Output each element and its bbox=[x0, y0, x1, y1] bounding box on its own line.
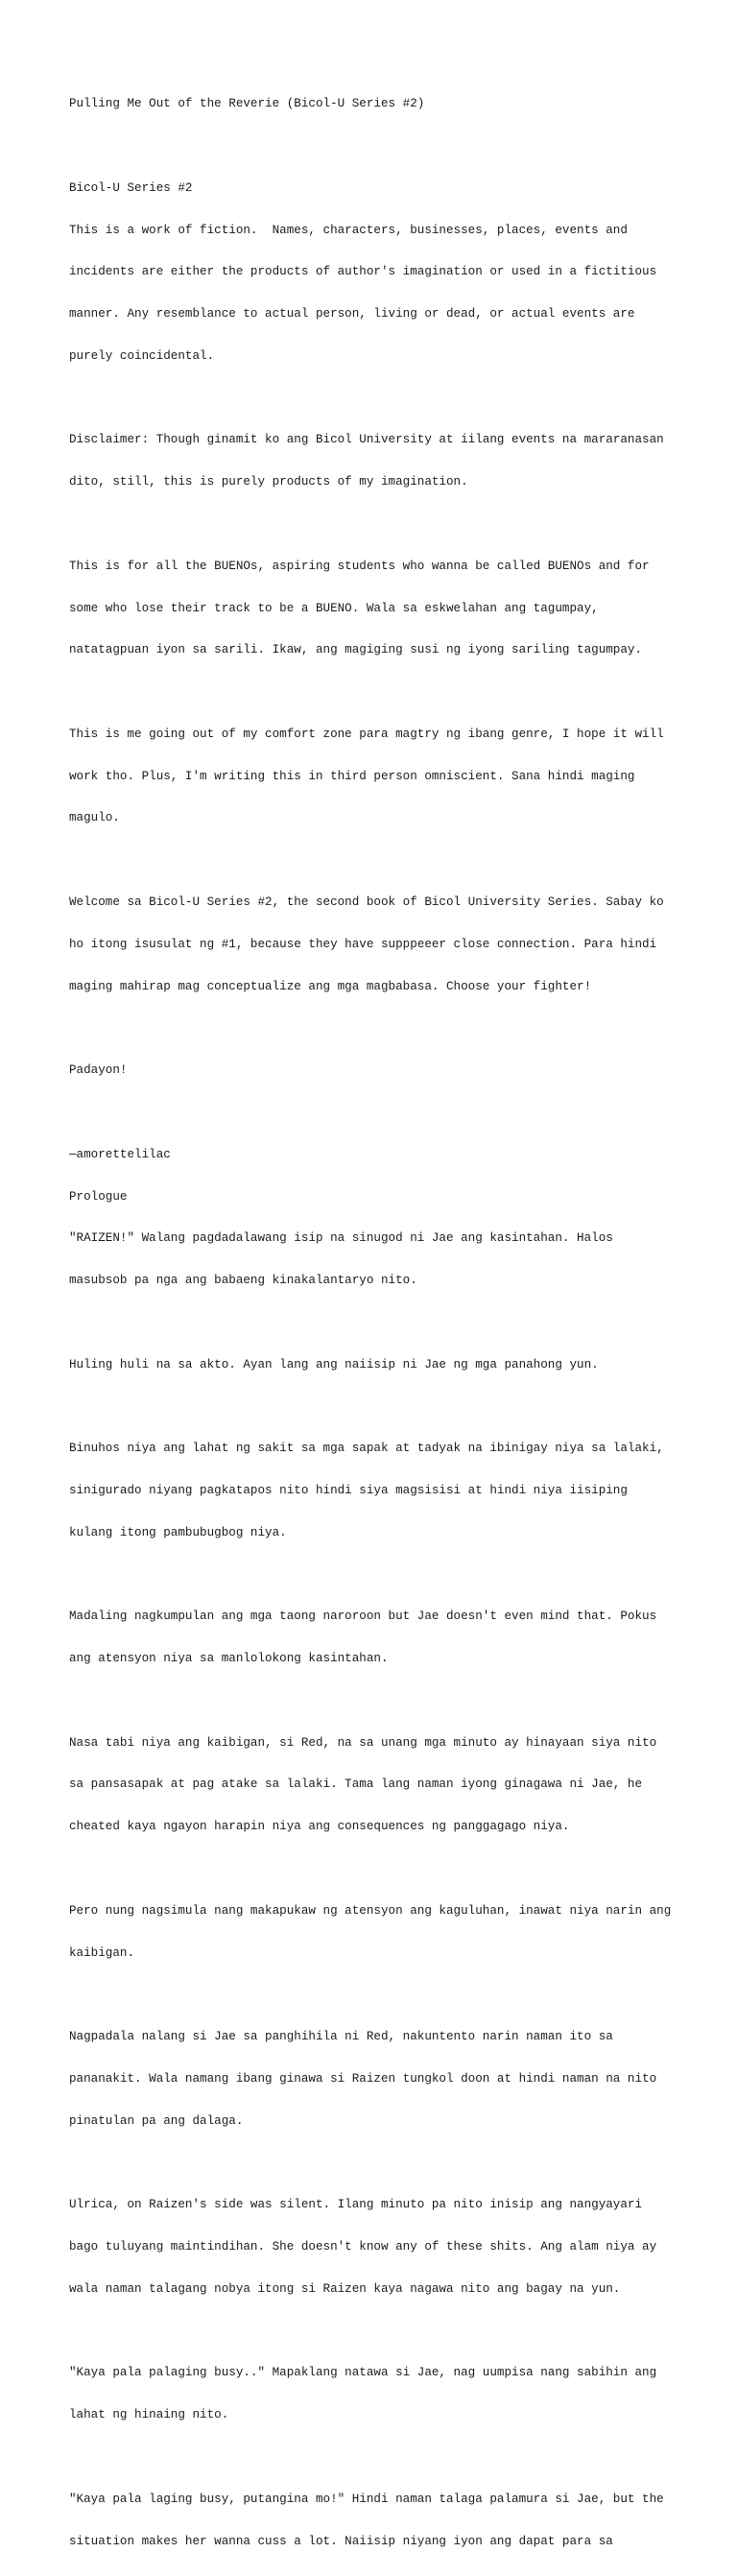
text-line: magulo. bbox=[69, 811, 120, 825]
story-paragraph bbox=[69, 1582, 679, 1694]
text-line: Madaling nagkumpulan ang mga taong naroroon but Jae doesn't even mind that. Pokus bbox=[69, 1610, 657, 1624]
story-paragraph bbox=[69, 1329, 679, 1399]
story-paragraph bbox=[69, 2338, 679, 2450]
story-paragraph bbox=[69, 1707, 679, 1862]
story-paragraph bbox=[69, 1876, 679, 1989]
text-line: Huling huli na sa akto. Ayan lang ang naiisip ni Jae ng mga panahong yun. bbox=[69, 1357, 599, 1371]
comfort-zone-paragraph bbox=[69, 700, 679, 854]
text-line: Nagpadala nalang si Jae sa panghihila ni Red, nakuntento narin naman ito sa bbox=[69, 2030, 613, 2044]
story-paragraph bbox=[69, 2465, 679, 2576]
story-paragraph bbox=[69, 2002, 679, 2157]
series-note-paragraph bbox=[69, 154, 679, 392]
story-paragraph bbox=[69, 2170, 679, 2325]
text-line: kaibigan. bbox=[69, 1945, 135, 1960]
welcome-paragraph bbox=[69, 868, 679, 1022]
text-line: This is a work of fiction. Names, characters, businesses, places, events and bbox=[69, 223, 628, 237]
padayon-paragraph bbox=[69, 1036, 679, 1106]
text-line: maging mahirap mag conceptualize ang mga magbabasa. Choose your fighter! bbox=[69, 979, 592, 993]
text-line: pananakit. Wala namang ibang ginawa si Raizen tungkol doon at hindi naman na nito bbox=[69, 2071, 657, 2086]
prologue-heading: Prologue bbox=[69, 1189, 128, 1204]
text-line: This is for all the BUENOs, aspiring students who wanna be called BUENOs and for bbox=[69, 559, 650, 573]
text-line: kulang itong pambubugbog niya. bbox=[69, 1525, 287, 1539]
text-line: sa pansasapak at pag atake sa lalaki. Tama lang naman iyong ginagawa ni Jae, he bbox=[69, 1777, 643, 1792]
text-line: Binuhos niya ang lahat ng sakit sa mga sapak at tadyak na ibinigay niya sa lalaki, bbox=[69, 1442, 664, 1456]
story-paragraph bbox=[69, 1414, 679, 1568]
text-line: This is me going out of my comfort zone para magtry ng ibang genre, I hope it will bbox=[69, 727, 664, 741]
text-line: work tho. Plus, I'm writing this in third person omniscient. Sana hindi maging bbox=[69, 769, 635, 783]
text-line: dito, still, this is purely products of my imagination. bbox=[69, 475, 468, 489]
text-line: Pero nung nagsimula nang makapukaw ng atensyon ang kaguluhan, inawat niya narin ang bbox=[69, 1903, 672, 1918]
text-line: Pulling Me Out of the Reverie (Bicol-U Series #2) bbox=[69, 97, 425, 111]
text-line: some who lose their track to be a BUENO. Wala sa eskwelahan ang tagumpay, bbox=[69, 601, 599, 615]
document-title bbox=[69, 69, 679, 139]
dedication-paragraph bbox=[69, 532, 679, 686]
text-line: "Kaya pala palaging busy.." Mapaklang natawa si Jae, nag uumpisa nang sabihin ang bbox=[69, 2366, 657, 2380]
text-line: masubsob pa nga ang babaeng kinakalantaryo nito. bbox=[69, 1274, 417, 1288]
text-line: incidents are either the products of author's imagination or used in a fictitious bbox=[69, 265, 657, 279]
text-line: Padayon! bbox=[69, 1063, 128, 1078]
document-body bbox=[69, 69, 679, 2576]
text-line: natatagpuan iyon sa sarili. Ikaw, ang magiging susi ng iyong sariling tagumpay. bbox=[69, 643, 643, 657]
author-signature: —amorettelilac bbox=[69, 1147, 171, 1161]
text-line: Ulrica, on Raizen's side was silent. Ilang minuto pa nito inisip ang nangyayari bbox=[69, 2198, 643, 2212]
text-line: wala naman talagang nobya itong si Raizen kaya nagawa nito ang bagay na yun. bbox=[69, 2281, 621, 2296]
text-line: "Kaya pala laging busy, putangina mo!" Hindi naman talaga palamura si Jae, but the bbox=[69, 2492, 664, 2506]
text-line: pinatulan pa ang dalaga. bbox=[69, 2113, 244, 2128]
text-line: "RAIZEN!" Walang pagdadalawang isip na sinugod ni Jae ang kasintahan. Halos bbox=[69, 1231, 613, 1246]
prologue-opening-paragraph bbox=[69, 1120, 679, 1316]
text-line: Welcome sa Bicol-U Series #2, the second book of Bicol University Series. Sabay ko bbox=[69, 895, 664, 910]
text-line: manner. Any resemblance to actual person, living or dead, or actual events are bbox=[69, 307, 635, 322]
text-line: purely coincidental. bbox=[69, 348, 215, 363]
disclaimer-paragraph bbox=[69, 405, 679, 517]
text-line: bago tuluyang maintindihan. She doesn't know any of these shits. Ang alam niya ay bbox=[69, 2240, 657, 2254]
text-line: Bicol-U Series #2 bbox=[69, 180, 193, 195]
text-line: ho itong isusulat ng #1, because they have supppeeer close connection. Para hindi bbox=[69, 937, 657, 951]
text-line: lahat ng hinaing nito. bbox=[69, 2408, 229, 2422]
text-line: Disclaimer: Though ginamit ko ang Bicol University at iilang events na mararanasan bbox=[69, 433, 664, 447]
text-line: ang atensyon niya sa manlolokong kasintahan. bbox=[69, 1652, 389, 1666]
text-line: Nasa tabi niya ang kaibigan, si Red, na sa unang mga minuto ay hinayaan siya nito bbox=[69, 1735, 657, 1750]
text-line: cheated kaya ngayon harapin niya ang consequences ng panggagago niya. bbox=[69, 1820, 570, 1834]
text-line: sinigurado niyang pagkatapos nito hindi siya magsisisi at hindi niya iisiping bbox=[69, 1483, 628, 1497]
text-line: situation makes her wanna cuss a lot. Naiisip niyang iyon ang dapat para sa bbox=[69, 2534, 613, 2548]
